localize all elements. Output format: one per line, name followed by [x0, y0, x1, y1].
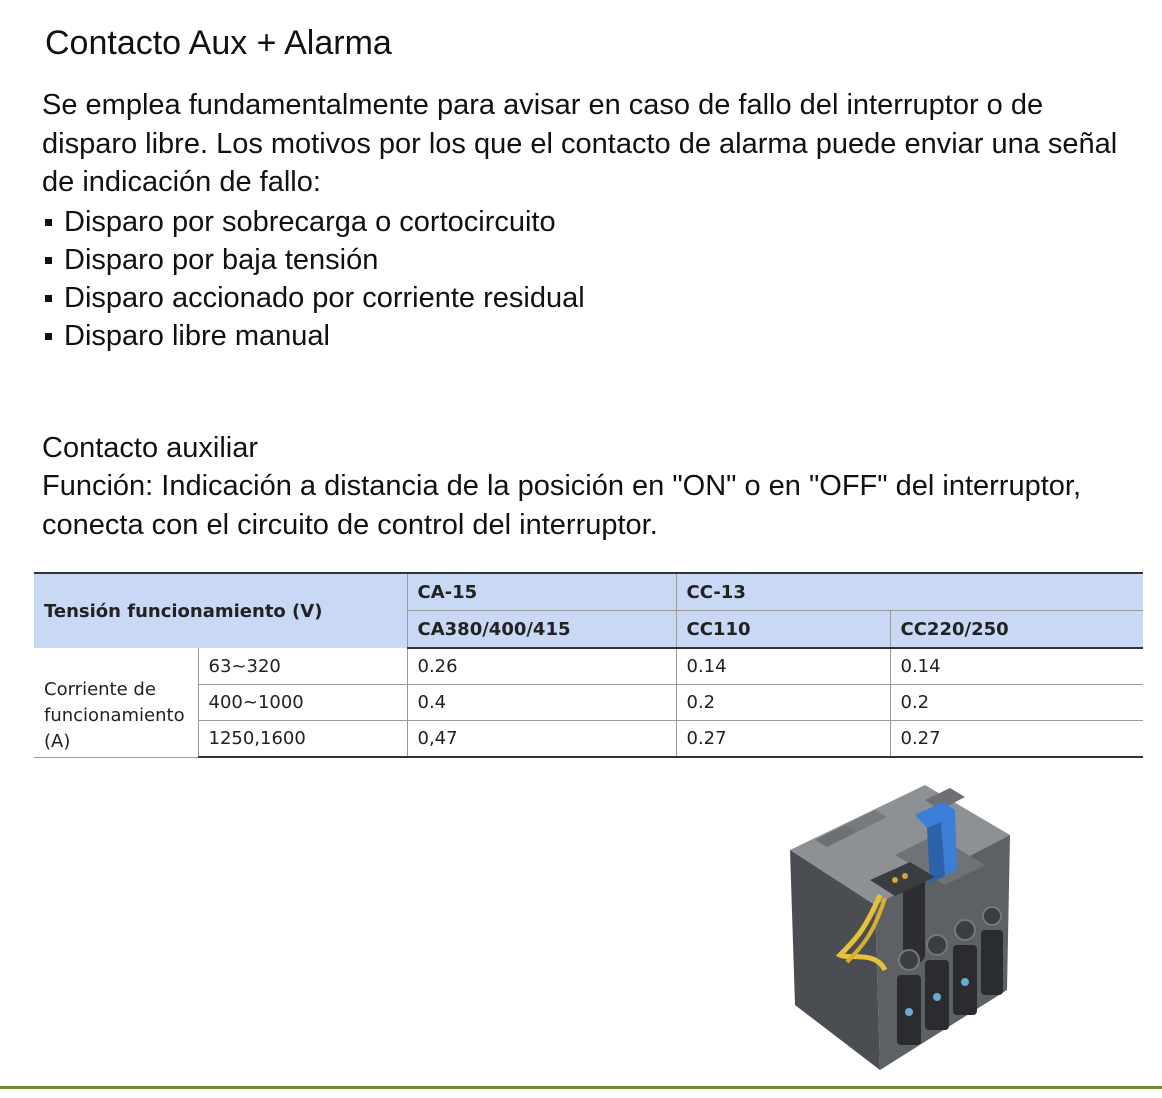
- table-row: [34, 648, 1143, 685]
- list-item: [42, 203, 585, 241]
- bullet-icon: [45, 219, 52, 226]
- cc1-value-cell: 0.14: [676, 648, 890, 685]
- list-item: [42, 241, 585, 279]
- voltage-header-cell: Tensión funcionamiento (V): [34, 573, 407, 648]
- list-item-text: Disparo por sobrecarga o cortocircuito: [64, 206, 556, 238]
- table-header-row: [34, 573, 1143, 611]
- cc2-value-cell: 0.2: [890, 685, 1143, 721]
- cc2-value-cell: 0.27: [890, 721, 1143, 758]
- list-item-text: Disparo por baja tensión: [64, 244, 379, 276]
- table-row: [34, 685, 1143, 721]
- bullet-icon: [45, 295, 52, 302]
- list-item-text: Disparo libre manual: [64, 320, 330, 352]
- footer-divider: [0, 1086, 1162, 1089]
- cc1-value-cell: 0.2: [676, 685, 890, 721]
- range-cell: 1250,1600: [198, 721, 407, 758]
- range-cell: 63~320: [198, 648, 407, 685]
- ca-value-cell: 0.26: [407, 648, 676, 685]
- cc-voltage-header-2: CC220/250: [890, 611, 1143, 649]
- page-title: Contacto Aux + Alarma: [45, 24, 392, 62]
- table-row: [34, 721, 1143, 758]
- ca-value-cell: 0.4: [407, 685, 676, 721]
- bullet-icon: [45, 257, 52, 264]
- list-item: [42, 279, 585, 317]
- spec-table: [34, 572, 1143, 758]
- ca-voltage-header: CA380/400/415: [407, 611, 676, 649]
- list-item: [42, 317, 585, 355]
- current-row-label: Corriente de funcionamiento (A): [34, 648, 198, 757]
- bullet-icon: [45, 333, 52, 340]
- aux-contact-function: Función: Indicación a distancia de la posición en "ON" o en "OFF" del interruptor, conecta con el circuito de control del interruptor.: [42, 470, 1082, 541]
- cc2-value-cell: 0.14: [890, 648, 1143, 685]
- range-cell: 400~1000: [198, 685, 407, 721]
- ca-value-cell: 0,47: [407, 721, 676, 758]
- intro-paragraph: Se emplea fundamentalmente para avisar en caso de fallo del interruptor o de disparo libre. Los motivos por los que el contacto de alarma puede enviar una señal de indicación de fallo:: [42, 89, 1118, 198]
- aux-contact-heading: Contacto auxiliar: [42, 432, 258, 464]
- cc-type-header: CC-13: [676, 573, 1143, 611]
- fault-cause-list: [42, 203, 585, 355]
- ca-type-header: CA-15: [407, 573, 676, 611]
- cc1-value-cell: 0.27: [676, 721, 890, 758]
- list-item-text: Disparo accionado por corriente residual: [64, 282, 585, 314]
- circuit-breaker-photo: [785, 780, 1015, 1075]
- cc-voltage-header-1: CC110: [676, 611, 890, 649]
